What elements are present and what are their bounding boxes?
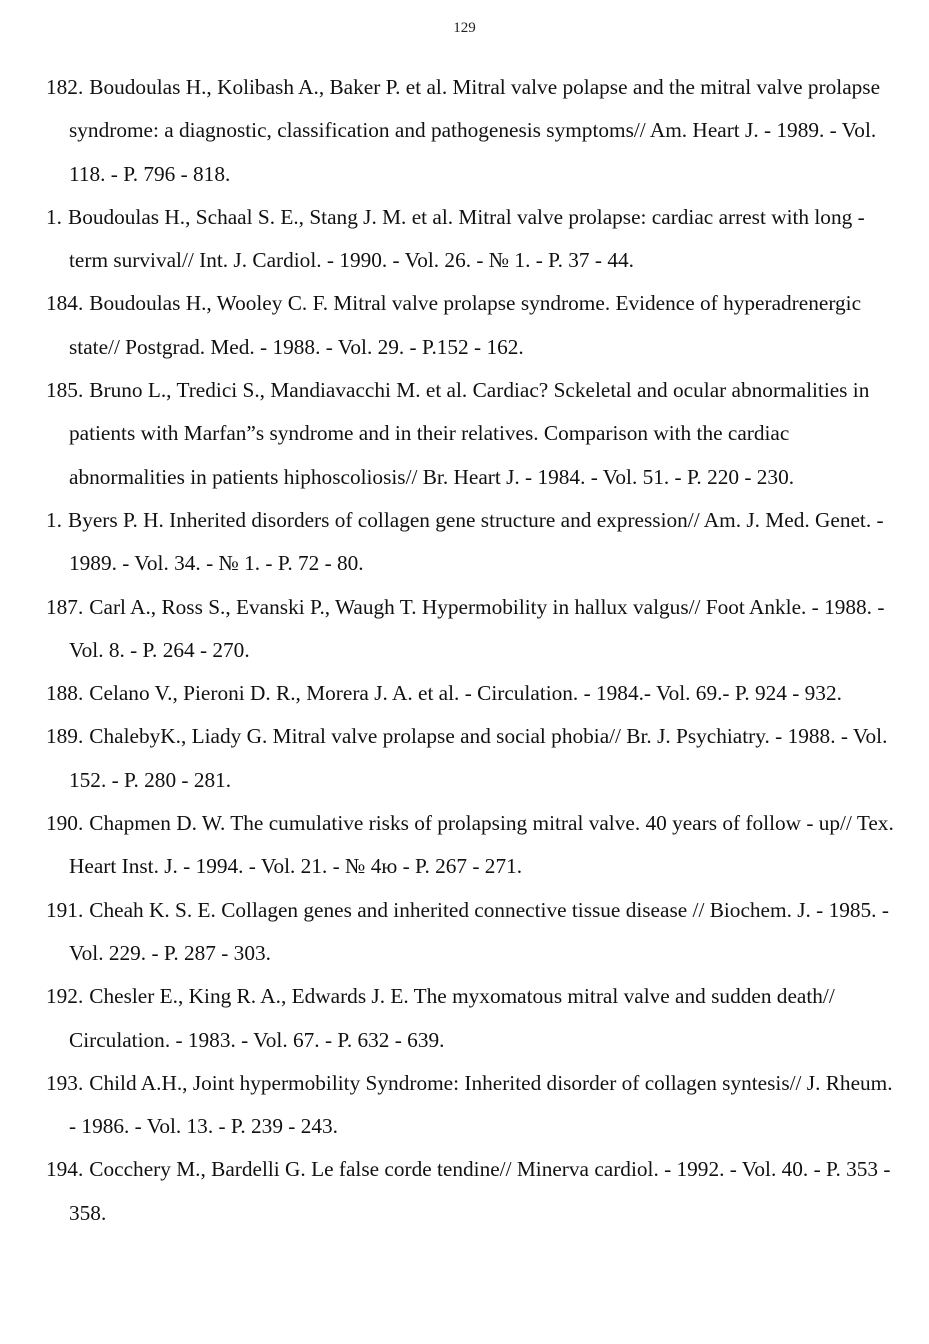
reference-text: ChalebyK., Liady G. Mitral valve prolapse and social phobia// Br. J. Psychiatry. - 1988. - Vol. 152. - P. 280 - 281. — [69, 724, 888, 792]
reference-text: Child A.H., Joint hypermobility Syndrome: Inherited disorder of collagen syntesis// J. Rheum. - 1986. - Vol. 13. - P. 239 - 243. — [69, 1070, 893, 1139]
reference-number: 1. — [46, 507, 62, 532]
reference-text: Cheah K. S. E. Collagen genes and inherited connective tissue disease // Biochem. J. - 1985. - Vol. 229. - P. 287 - 303. — [69, 897, 889, 965]
reference-number: 194. — [46, 1157, 84, 1182]
reference-text: Chesler E., King R. A., Edwards J. E. The myxomatous mitral valve and sudden death// Circulation. - 1983. - Vol. 67. - P. 632 - 639. — [69, 984, 835, 1052]
reference-number: 1. — [46, 204, 62, 229]
reference-item — [46, 586, 896, 673]
reference-item — [46, 975, 896, 1062]
reference-number: 188. — [46, 681, 84, 706]
reference-text: Boudoulas H., Schaal S. E., Stang J. M. et al. Mitral valve prolapse: cardiac arrest with long - term survival// Int. J. Cardiol. - 1990. - Vol. 26. - № 1. - P. 37 - 44. — [67, 204, 865, 273]
reference-number: 184. — [46, 291, 84, 316]
reference-text: Boudoulas H., Wooley C. F. Mitral valve prolapse syndrome. Evidence of hyperadrenergic state// Postgrad. Med. - 1988. - Vol. 29. - P.152 - 162. — [69, 291, 862, 359]
reference-item — [46, 282, 896, 369]
reference-number: 189. — [46, 724, 84, 749]
reference-text: Byers P. H. Inherited disorders of collagen gene structure and expression// Am. J. Med. Genet. - 1989. - Vol. 34. - № 1. - P. 72 - 80. — [67, 507, 884, 576]
reference-text: Boudoulas H., Kolibash A., Baker P. et al. Mitral valve polapse and the mitral valve prolapse syndrome: a diagnostic, classification and pathogenesis symptoms// Am. Heart J. - 1989. - Vol. 118. - P. 796 - 818. — [69, 75, 881, 186]
reference-number: 187. — [46, 594, 84, 619]
reference-item — [46, 889, 896, 976]
reference-text: Chapmen D. W. The cumulative risks of prolapsing mitral valve. 40 years of follow - up// Tex. Heart Inst. J. - 1994. - Vol. 21. - № 4ю - P. 267 - 271. — [69, 811, 894, 879]
reference-item — [46, 196, 896, 283]
reference-item — [46, 672, 896, 715]
reference-item — [46, 802, 896, 889]
reference-item — [46, 369, 896, 499]
reference-text: Celano V., Pieroni D. R., Morera J. A. et al. - Circulation. - 1984.- Vol. 69.- P. 924 - 932. — [89, 681, 842, 706]
reference-number: 191. — [46, 897, 84, 922]
page-number: 129 — [453, 20, 476, 36]
reference-text: Carl A., Ross S., Evanski P., Waugh T. Hypermobility in hallux valgus// Foot Ankle. - 1988. - Vol. 8. - P. 264 - 270. — [69, 594, 885, 662]
reference-item — [46, 715, 896, 802]
reference-number: 190. — [46, 811, 84, 836]
reference-list — [46, 66, 896, 1235]
reference-number: 193. — [46, 1070, 84, 1095]
reference-text: Cocchery M., Bardelli G. Le false corde tendine// Minerva cardiol. - 1992. - Vol. 40. - P. 353 - 358. — [69, 1157, 891, 1225]
reference-item — [46, 1148, 896, 1235]
reference-text: Bruno L., Tredici S., Mandiavacchi M. et al. Cardiac? Sckeletal and ocular abnormalities in patients with Marfan”s syndrome and in their relatives. Comparison with the cardiac abnormalities in patients hiphoscoliosis// Br. Heart J. - 1984. - Vol. 51. - P. 220 - 230. — [69, 378, 870, 489]
reference-number: 182. — [46, 75, 84, 99]
reference-number: 192. — [46, 984, 84, 1009]
reference-number: 185. — [46, 378, 84, 403]
reference-item — [46, 1062, 896, 1149]
reference-item — [46, 499, 896, 586]
reference-item — [46, 66, 896, 196]
